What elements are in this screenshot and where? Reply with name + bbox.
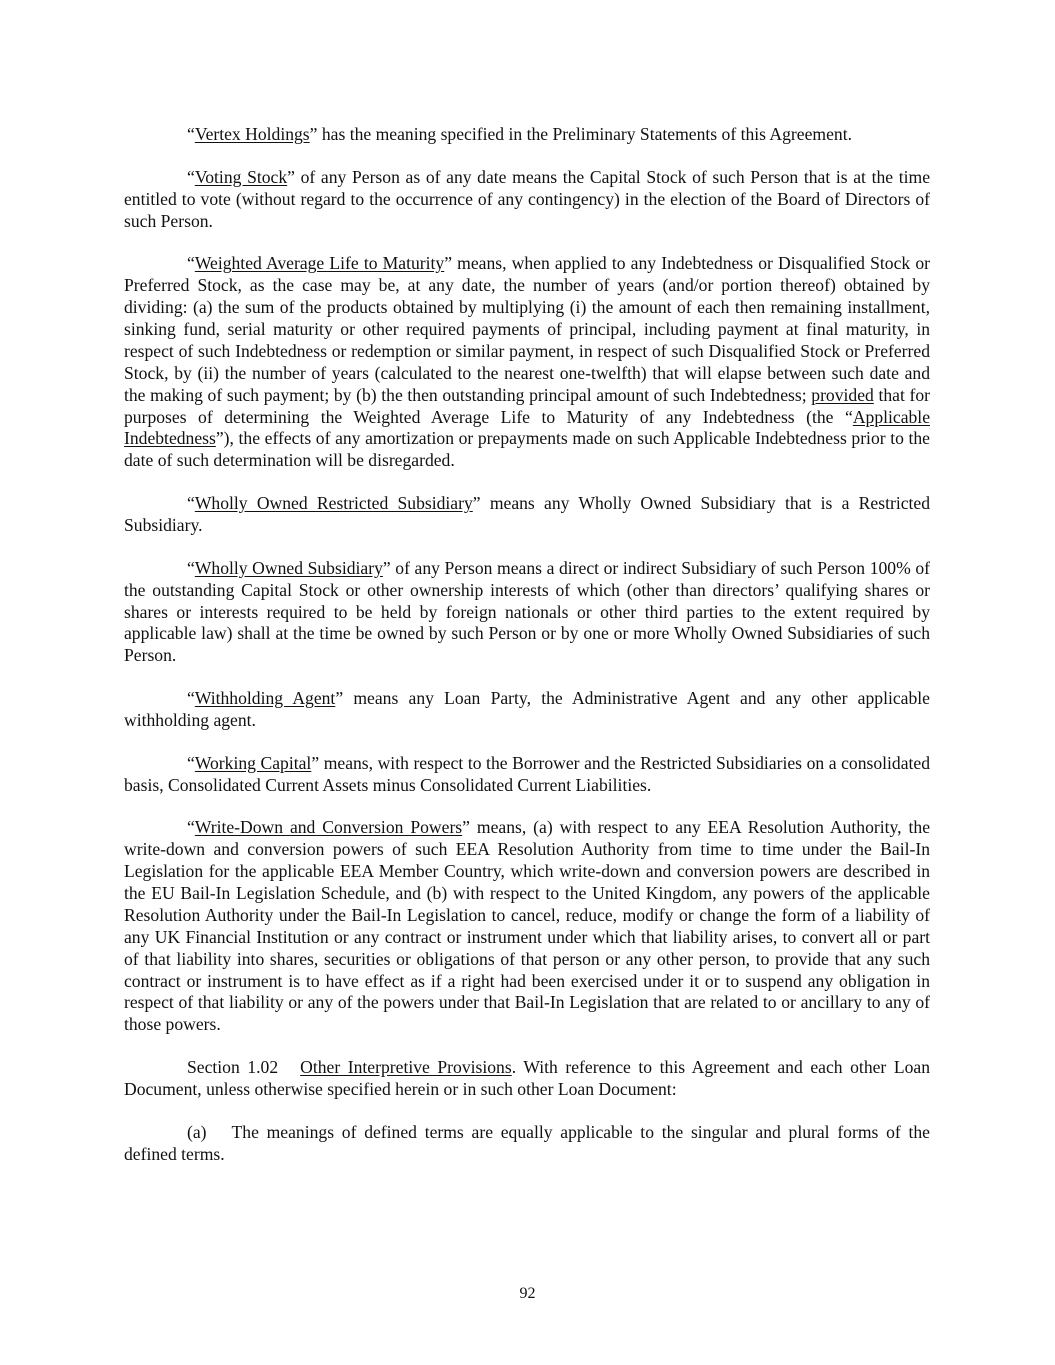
open-quote: “ [187,124,195,144]
definition-wholly-owned-subsidiary [124,558,930,668]
definition-wholly-owned-restricted-subsidiary [124,493,930,537]
definition-text: that for purposes of determining the Weighted Average Life to Maturity of any Indebtedness (the “ [124,384,930,427]
open-quote: “ [187,688,195,709]
definition-working-capital [124,753,930,797]
definition-write-down-conversion-powers [124,817,930,1036]
defined-term: Write-Down and Conversion Powers [194,817,463,838]
defined-term: Applicable Indebtedness [124,406,930,449]
definition-text: ” has the meaning specified in the Preliminary Statements of this Agreement. [309,124,852,144]
defined-term: Wholly Owned Restricted Subsidiary [194,493,473,514]
definition-vertex-holdings [124,124,930,146]
open-quote: “ [187,752,195,773]
definition-text: ”), the effects of any amortization or prepayments made on such Applicable Indebtedness prior to the date of such determination will be disregarded. [124,428,930,471]
definition-text: ” means, when applied to any Indebtedness or Disqualified Stock or Preferred Stock, as the case may be, at any date, the number of years (and/or portion thereof) obtained by dividing: (a) the sum of the products obtained by multiplying (i) the amount of each then remaining installment, sinking fund, serial maturity or other required payments of principal, including payment at final maturity, in respect of such Indebtedness or redemption or similar payment, in respect of such Disqualified Stock or Preferred Stock, by (ii) the number of years (calculated to the nearest one-twelfth) that will elapse between such date and the making of such payment; by (b) the then outstanding principal amount of such Indebtedness; [124,253,930,405]
defined-term: Weighted Average Life to Maturity [194,253,445,274]
open-quote: “ [187,817,195,838]
open-quote: “ [187,557,195,578]
defined-term: Working Capital [194,752,312,773]
definition-text: ” means any Wholly Owned Subsidiary that is a Restricted Subsidiary. [124,493,931,535]
definition-text: ” means any Loan Party, the Administrative Agent and any other applicable withholding agent. [124,688,930,730]
definition-text: ” of any Person as of any date means the Capital Stock of such Person that is at the time entitled to vote (without regard to the occurrence of any contingency) in the election of the Board of Directors of such Person. [124,166,931,231]
definition-text: ” of any Person means a direct or indirect Subsidiary of such Person 100% of the outstanding Capital Stock or other ownership interests of which (other than directors’ qualifying shares or shares or interests required to be held by foreign nationals or other third parties to the extent required by applicable law) shall at the time be owned by such Person or by one or more Wholly Owned Subsidiaries of such Person. [124,557,930,666]
definition-weighted-average-life [124,253,930,472]
clause-text: The meanings of defined terms are equally applicable to the singular and plural forms of the defined terms. [124,1121,930,1164]
definition-text: ” means, (a) with respect to any EEA Resolution Authority, the write-down and conversion powers of such EEA Resolution Authority from time to time under the Bail-In Legislation for the applicable EEA Member Country, which write-down and conversion powers are described in the EU Bail-In Legislation Schedule, and (b) with respect to the United Kingdom, any powers of the applicable Resolution Authority under the Bail-In Legislation to cancel, reduce, modify or change the form of a liability of any UK Financial Institution or any contract or instrument under which that liability arises, to convert all or part of that liability into shares, securities or obligations of that person or any other person, to provide that any such contract or instrument is to have effect as if a right had been exercised under it or to suspend any obligation in respect of that liability or any of the powers under that Bail-In Legislation that are related to or ancillary to any of those powers. [124,817,931,1035]
section-text: . With reference to this Agreement and each other Loan Document, unless otherwise specified herein or in such other Loan Document: [124,1057,931,1099]
definition-withholding-agent [124,688,930,732]
section-heading: Other Interpretive Provisions [300,1057,512,1078]
section-1-02 [124,1057,930,1101]
defined-term: Wholly Owned Subsidiary [194,557,383,578]
section-number: Section 1.02 [187,1057,279,1078]
open-quote: “ [187,493,195,514]
proviso-term: provided [811,384,874,405]
defined-term: Voting Stock [194,166,288,187]
definition-text: ” means, with respect to the Borrower and the Restricted Subsidiaries on a consolidated basis, Consolidated Current Assets minus Consolidated Current Liabilities. [124,752,931,795]
document-page [124,124,930,1186]
clause-a [124,1122,930,1166]
definition-voting-stock [124,167,930,233]
page-number: 92 [519,1285,536,1302]
defined-term: Vertex Holdings [194,124,310,144]
clause-label: (a) [187,1121,207,1142]
defined-term: Withholding Agent [194,688,336,709]
open-quote: “ [187,253,195,274]
open-quote: “ [187,166,195,187]
